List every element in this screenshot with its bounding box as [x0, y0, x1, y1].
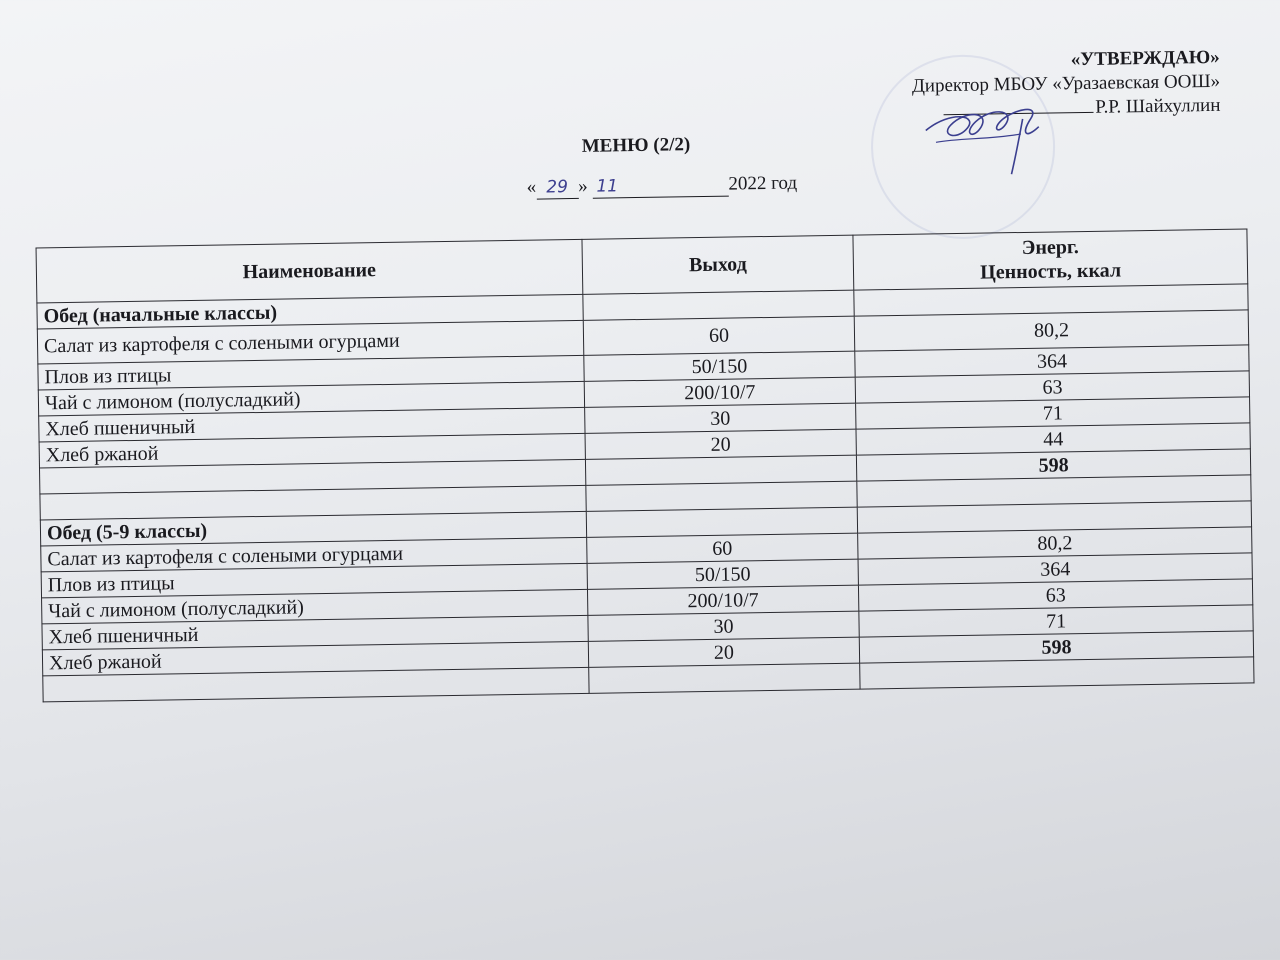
date-month: 11: [596, 176, 619, 197]
empty-cell: [860, 657, 1254, 689]
dish-name: Хлеб пшеничный: [42, 615, 588, 650]
date-day: 29: [546, 177, 569, 198]
dish-name: Хлеб ржаной: [42, 641, 588, 676]
dish-name: Чай с лимоном (полусладкий): [42, 589, 588, 624]
header-energy-line1: Энерг.: [1021, 236, 1079, 259]
date-open-quote: «: [526, 176, 537, 198]
menu-table: [36, 228, 1255, 702]
header-name: Наименование: [36, 239, 582, 303]
dish-name: Плов из птицы: [38, 355, 584, 390]
dish-name: Хлеб ржаной: [39, 433, 585, 468]
dish-output: 20: [588, 637, 860, 667]
dish-kcal: 80,2: [858, 527, 1252, 559]
dish-kcal: 364: [855, 345, 1249, 377]
header-energy: [853, 229, 1248, 290]
dish-kcal: 63: [859, 579, 1253, 611]
dish-output: 30: [584, 403, 856, 433]
approval-position: Директор МБОУ «Уразаевская ООШ»: [911, 70, 1221, 97]
dish-kcal: 63: [855, 371, 1249, 403]
dish-output: 200/10/7: [587, 585, 859, 615]
dish-kcal: 71: [859, 605, 1253, 637]
dish-name: Салат из картофеля с солеными огурцами: [37, 320, 583, 364]
dish-name: Хлеб пшеничный: [39, 407, 585, 442]
dish-output: 200/10/7: [584, 377, 856, 407]
dish-kcal: 364: [858, 553, 1252, 585]
header-energy-line2: Ценность, ккал: [980, 259, 1122, 284]
total-kcal: 598: [857, 449, 1251, 481]
dish-output: 60: [583, 316, 855, 355]
approval-name: Р.Р. Шайхуллин: [1095, 94, 1221, 118]
menu-title: МЕНЮ (2/2): [581, 134, 691, 157]
dish-output: 50/150: [587, 559, 859, 589]
empty-cell: [588, 663, 860, 693]
date-year: 2022 год: [728, 172, 798, 195]
date-line: [526, 173, 797, 200]
approval-title: «УТВЕРЖДАЮ»: [1070, 46, 1220, 71]
dish-output: 50/150: [583, 351, 855, 381]
dish-output: 20: [585, 429, 857, 459]
dish-output: 30: [588, 611, 860, 641]
total-kcal: 598: [860, 631, 1254, 663]
section-title: Обед (5-9 классы): [40, 511, 586, 546]
header-output: Выход: [582, 235, 854, 294]
dish-name: Салат из картофеля с солеными огурцами: [41, 537, 587, 572]
dish-kcal: 71: [856, 397, 1250, 429]
dish-kcal: 80,2: [854, 310, 1248, 351]
dish-name: Чай с лимоном (полусладкий): [38, 381, 584, 416]
date-close-quote: »: [577, 175, 588, 197]
section-title: Обед (начальные классы): [37, 294, 583, 329]
dish-name: Плов из птицы: [41, 563, 587, 598]
dish-output: 60: [586, 533, 858, 563]
dish-kcal: 44: [856, 423, 1250, 455]
